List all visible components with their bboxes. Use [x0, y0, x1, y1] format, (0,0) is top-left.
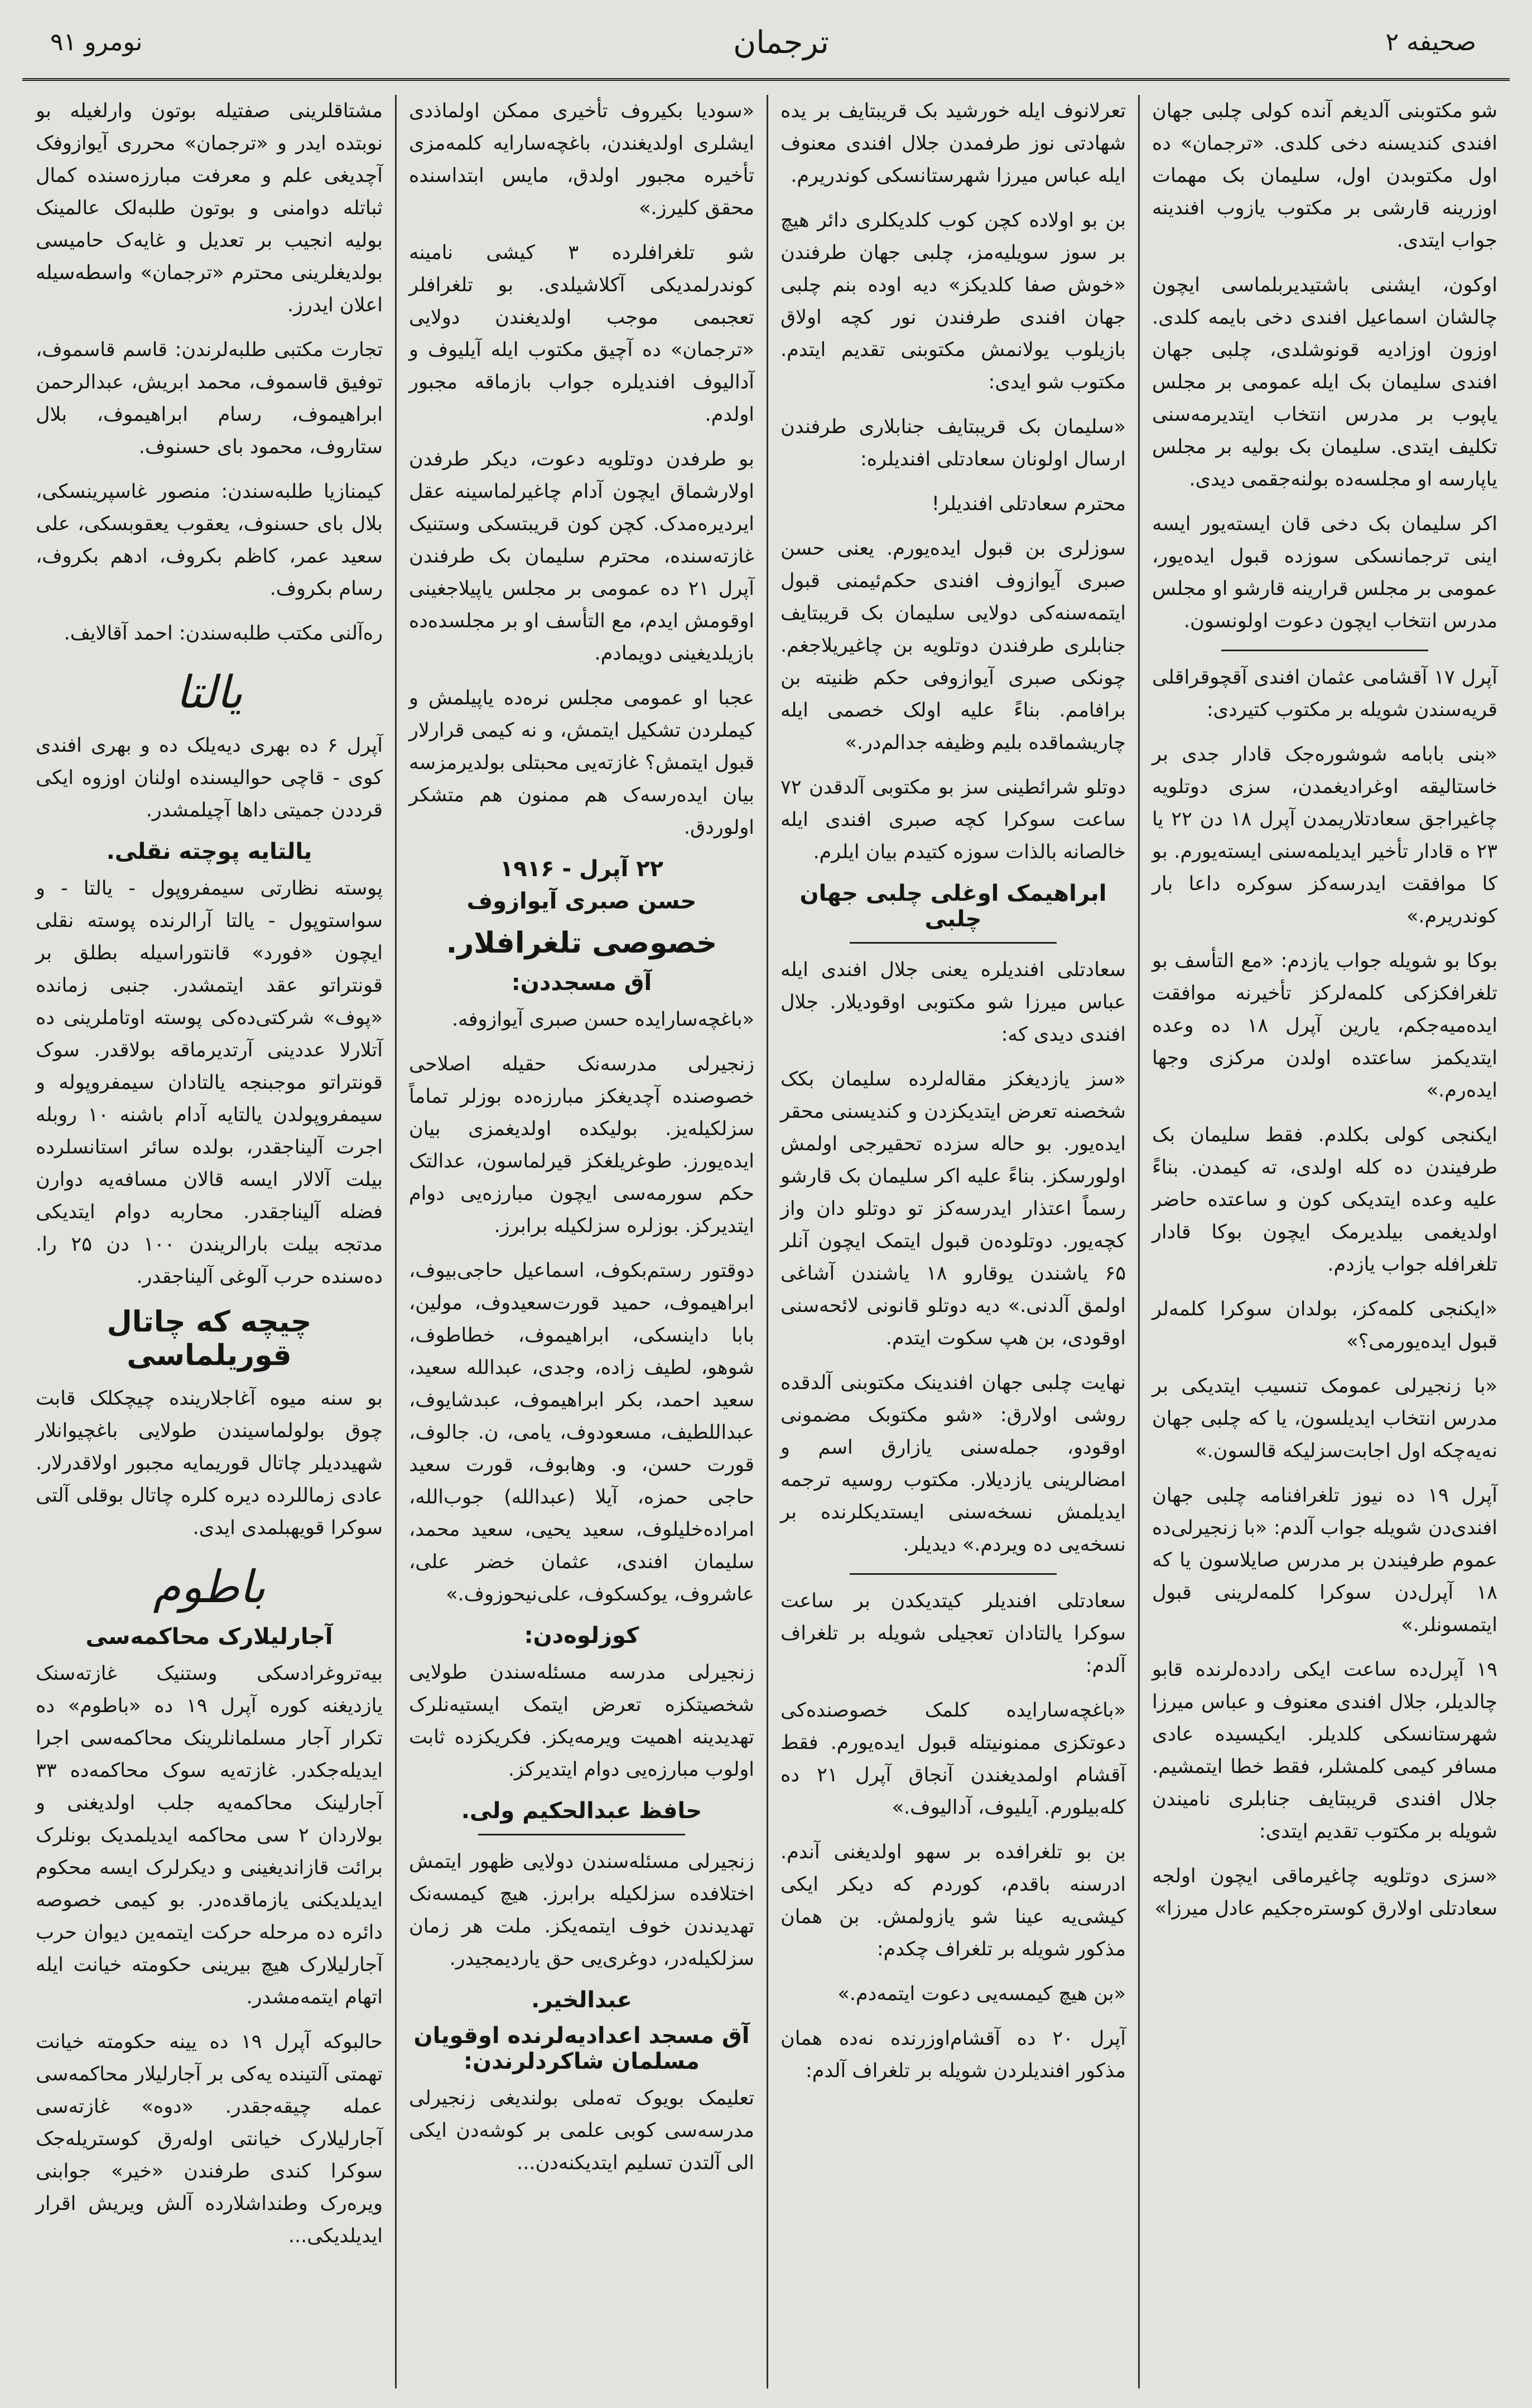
article-paragraph: اوکون، ایشنی باشتیدیربلماسی ایچون چالشان اسماعیل افندی دخی بایمه کلدی. اوزون اوزادیه قونوشلدی، چلبی جهان افندی سلیمان بک ایله عمومی بر مجلس یاپوب بر مدرس انتخاب ایتدیرمه‌سنی تکلیف ایتدی. سلیمان بک بولیه بر مجلس یاپارسه او مجلسه‌ده بولنه‌جقمی دیدی. [1152, 274, 1497, 491]
signature: ابراهیمک اوغلی چلبی جهان چلبی [799, 881, 1107, 932]
article-paragraph: محترم سعادتلی افندیلر! [931, 493, 1126, 515]
page-number: صحیفه ۲ [1385, 28, 1476, 56]
article-paragraph: سوزلری بن قبول ایده‌یورم. یعنی حسن صبری آیوازوف افندی حکم‌ئیمنی قبول ایتمه‌سنه‌کی دولایی سلیمان بک قریبتایف جنابلری طرفندن دوتلویه بن چاغیریلاجغم. چونکی صبری آیوازوفی حکم ظنیته بن برافامم. بناءً علیه اولک خصمی ایله چاریشماقده بلیم وظیفه جدالم‌در.» [781, 537, 1126, 754]
article-paragraph: زنجیرلی مسئله‌سندن دولایی ظهور ایتمش اختلافده سزلکیله برابرز. هیچ کیمسه‌نک تهدیدندن خوف ایتمه‌یکز. ملت هر زمان سزلکیله‌در، دوغری‌یی حق یاردیمجیدر. [409, 1851, 754, 1970]
article-paragraph: «سلیمان بک قریبتایف جنابلاری طرفندن ارسال اولونان سعادتلی افندیلره: [781, 416, 1126, 470]
article-paragraph: زنجیرلی مدرسه مسئله‌سندن طولایی شخصیتکزه تعرض ایتمک ایستیه‌نلرک تهدیدینه اهمیت ویرمه‌یکز. فکریکزده ثابت اولوب مبارزه‌یی دوام ایتدیرکز. [409, 1661, 754, 1781]
article-paragraph: نهایت چلبی جهان افندینک مکتوبنی آلدقده روشی اولارق: «شو مکتوبک مضمونی اوقودو، جمله‌سنی یازارق اسم و امضالرینی یازدیلار. مکتوب روسیه ترجمه ایدیلمش نسخه‌سنی ایستدیکلرنده بر نسخه‌یی ده ویردم.» دیدیلر. [781, 1372, 1126, 1556]
newspaper-title: ترجمان [733, 25, 829, 61]
article-paragraph: آپرل ۲۰ ده آقشام‌اوزرنده نه‌ده همان مذکور افندیلردن شویله بر تلغراف آلدم: [781, 2027, 1126, 2082]
column-2 [767, 95, 1138, 2388]
section-heading: چیچه که چاتال قوریلماسی [107, 1305, 312, 1372]
article-paragraph: «با زنجیرلی عمومک تنسیب ایتدیکی بر مدرس انتخاب ایدیلسون، یا که چلبی جهان نه‌یه‌چکه اول اجابت‌سزلیکه قالسون.» [1152, 1375, 1497, 1462]
article-paragraph: پوسته نظارتی سیمفروپول - یالتا - و سواستوپول - یالتا آرالرنده پوسته نقلی ایچون «فورد» قانتوراسیله بطلق بر قونتراتو عقد ایتمشدر. جنبی زمانده «پوف» شرکتی‌ده‌کی پوسته اوتاملرینی ده آتلارلا عددینی آرتدیرماقه بولاقدر. سوک قونتراتو موجبنجه یالتادان سیمفروپوله و سیمفروپولدن یالتایه آدام باشنه ۱۰ روبله اجرت آلیناجقدر، بولده سائر استانسلرده بیلت آلالار ایسه قالان مسافه‌یه دوارن فضله آلیناجقدر. محاربه دوام ایتدیکی مدتجه بیلت بارالریندن ۱۰۰ دن ۲۵ را. ده‌سنده حرب آلوغی آلیناجقدر. [36, 877, 383, 1288]
section-subheading: کوزلوه‌دن: [524, 1623, 639, 1648]
article-paragraph: آپرل ۱۷ آقشامی عثمان افندی آقچوقراقلی قریه‌سندن شویله بر مکتوب کتیردی: [1152, 666, 1497, 721]
article-paragraph: عجبا او عمومی مجلس نره‌ده یاپیلمش و کیملردن تشکیل ایتمش، و نه کیمی قرارلار قبول ایتمش؟ غازته‌یی محبتلی بولدیرمزسه بیان ایده‌رسه‌ک هم ممنون هم متشکر اولوردق. [409, 687, 754, 839]
article-paragraph: آپرل ۶ ده بهری دیه‌یلک ده و بهری افندی کوی - قاچی حوالیسنده اولنان اوزوه ایکی قرددن جمیتی داها آچیلمشدر. [36, 734, 383, 821]
city-heading: باطوم [153, 1561, 266, 1613]
article-paragraph: «بنی بابامه شوشوره‌جک قادار جدی بر خاستالیقه اوغرادیغمدن، سزی دوتلویه چاغیراجق سعادتلاریمدن آپرل ۱۸ دن ۲۲ یا ۲۳ ه قادار تأخیر ایدیلمه‌سنی ایسته‌یورم. بو کا موافقت ایدرسه‌کز سوکره داعا بار کوندریرم.» [1152, 743, 1497, 927]
article-paragraph: مشتاقلرینی صفتیله بوتون وارلغیله بو نوبتده ایدر و «ترجمان» محرری آیوازوفک آچدیغی علم و معرفت مبارزه‌سنده کمال ثباتله دوامنی و بوتون طلبه‌لک عالمینک بولیه انجیب بر تعدیل و غایه‌ک حامیسی بولدیغلرینی محترم «ترجمان» واسطه‌سیله اعلان ایدرز. [36, 100, 383, 316]
article-paragraph: اکر سلیمان بک دخی قان ایسته‌یور ایسه اینی ترجمانسکی سوزده قبول ایده‌یور، عمومی بر مجلس قرارینه قارشو او مجلس مدرس انتخاب ایچون دعوت اولونسون. [1152, 513, 1497, 632]
article-paragraph: حالبوکه آپرل ۱۹ ده یینه حکومته خیانت تهمتی آلتینده یه‌کی بر آجارلیلار محاکمه‌سی عمله چیقه‌جقدر. «دوه» غازته‌سی آجارلیلارک خیانتی اوله‌رق کوستریله‌جک سوکرا کندی طرفندن «خیر» جوابنی ویره‌رک وطنداشلارده آلش ویریش اقرار ایدیلدیکی... [36, 2031, 383, 2247]
article-paragraph: «باغچه‌سارایده کلمک خصوصنده‌کی دعوتکزی ممنونیتله قبول ایده‌یورم. فقط آقشام اولمدیغندن آنجاق آپرل ۲۱ ده کله‌بیلورم. آیلیوف، آدالیوف.» [781, 1699, 1126, 1819]
article-paragraph: بو سنه میوه آغاجلارینده چیچکلک قابت چوق بولولماسیندن طولایی باغچیوانلار شهیددیلر چاتال قوریمایه مجبور اولاقدرلار. عادی زماللرده دیره کلره چاتال بوقلی آلتی سوکرا قویهبلمدی ایدی. [36, 1387, 383, 1539]
article-paragraph: دوتلو شرائطینی سز بو مکتوبی آلدقدن ۷۲ ساعت سوکرا کچه صبری افندی ایله خالصانه بالذات سوزه کتیدم بیان ایلرم. [781, 776, 1126, 863]
article-paragraph: بیه‌تروغرادسکی وستنیک غازته‌سنک یازدیغنه کوره آپرل ۱۹ ده «باطوم» ده تکرار آجار مسلمانلرینک محاکمه‌سی اجرا ایدیله‌جکدر. غازته‌یه سوک محاکمه‌ده ۳۳ آجارلینک محاکمه‌یه جلب اولدیغنی و بولاردان ۲ سی محاکمه ایدیلمدیک بونلرک برائت قازاندیغینی و دیکرلرک ایسه محکوم ایدیلدیکنی یازماقده‌در. بو کیمی خصوصه دائره ده مرحله حرکت ایتمه‌ین دیوان حرب آجارلیلارک هیچ بیرینی حکومته خیانت ایله اتهام ایتمه‌مشدر. [36, 1662, 383, 2008]
article-paragraph: تعرلانوف ایله خورشید بک قریبتایف بر یده شهادتی نوز طرفمدن جلال افندی معنوف ایله عباس میرزا شهرستانسکی کوندریرم. [781, 100, 1126, 187]
article-paragraph: شو تلغرافلرده ۳ کیشی نامینه کوندرلمدیکی آکلاشیلدی. بو تلغرافلر تعجبمی موجب اولدیغندن دولایی «ترجمان» ده آچیق مکتوب ایله آیلیوف و آدالیوف افندیلره جواب بازماقه مجبور اولدم. [409, 242, 754, 426]
section-subheading: آق مسجددن: [511, 970, 652, 996]
section-divider [1221, 650, 1428, 651]
article-date: ۲۲ آپرل - ۱۹۱۶ [499, 856, 664, 882]
section-divider [850, 942, 1057, 944]
article-paragraph: تجارت مکتبی طلبه‌لرندن: قاسم قاسموف، توفیق قاسموف، محمد ابریش، عبدالرحمن ابراهیموف، رسام ابراهیموف، بلال ستاروف، محمود بای حسنوف. [36, 339, 383, 458]
article-paragraph: «باغچه‌سارایده حسن صبری آیوازوفه. [451, 1008, 754, 1031]
article-paragraph: سعادتلی افندیلر کیتدیکدن بر ساعت سوکرا یالتادان تعجیلی شویله بر تلغراف آلدم: [781, 1590, 1126, 1677]
issue-number: نومرو ۹۱ [50, 28, 143, 56]
article-paragraph: «سودیا بکیروف تأخیری ممکن اولماذدی ایشلری اولدیغندن، باغچه‌سارایه کلمه‌مزی تأخیره مجبور اولدق، مایس ابتداسنده محقق کلیرز.» [409, 100, 754, 219]
signature: حسن صبری آیوازوف [466, 888, 697, 914]
article-paragraph: تعلیمک بویوک ته‌ملی بولندیغی زنجیرلی مدرسه‌سی کوبی علمی بر کوشه‌دن ایکی الی آلتدن تسلیم ایتدیکنه‌دن... [409, 2087, 754, 2174]
section-subheading: آجارلیلارک محاکمه‌سی [85, 1624, 333, 1650]
article-paragraph: زنجیرلی مدرسه‌نک حقیله اصلاحی خصوصنده آچدیغکز مبارزه‌ده بوزلر تماماً سزلکیله‌یز. بولیکده اولدیغمزی بیان ایده‌یورز. طوغریلغکز قیرلماسون، عدالتک حکم سورمه‌سی ایچون مبارزه‌یی دوام ایتدیرکز. بوزلره سزلکیله برابرز. [409, 1053, 754, 1237]
article-paragraph: ۱۹ آپرل‌ده ساعت ایکی رادده‌لرنده قابو چالدیلر، جلال افندی معنوف و عباس میرزا شهرستانسکی کلدیلر. ایکیسیده عادی مسافر کیمی کلمشلر، فقط خطا ایتمشیم. جلال افندی قریبتایف جنابلری نامیندن شویله بر مکتوب تقدیم ایتدی: [1152, 1659, 1497, 1843]
signature: عبدالخیر. [531, 1987, 632, 2013]
section-subheading: یالتایه پوچته نقلی. [106, 839, 312, 864]
article-paragraph: بو طرفدن دوتلویه دعوت، دیکر طرفدن اولارشماق ایچون آدام چاغیرلماسینه عقل ایردیره‌مدک. کچن کون قریبتسکی وستنیک غازته‌سنده، محترم سلیمان بک طرفندن آپرل ۲۱ ده عمومی بر مجلس یاپیلاجغینی اوقومش ایدم، مع التأسف او بر مجلسده‌ده بازیلدیغینی دویمادم. [409, 448, 754, 665]
article-paragraph: شو مکتوبنی آلدیغم آنده کولی چلبی جهان افندی کندیسنه دخی کلدی. «ترجمان» ده اول مکتوبدن اول، سلیمان بک مهمات اوزرینه قارشی بر مکتوب یازوب افندینه جواب ایتدی. [1152, 100, 1497, 252]
signature: حافظ عبدالحکیم ولی. [461, 1798, 702, 1824]
city-heading: یالتا [176, 666, 243, 718]
article-paragraph: دوقتور رستم‌بکوف، اسماعیل حاجی‌بیوف، ابراهیموف، حمید قورت‌سعیدوف، مولین، بابا داینسکی، ابراهیموف، خطاطوف، شوهو، لطیف زاده، وجدی، عبدالله سعید، سعید احمد، بکر ابراهیموف، عبدشایوف، عبداللطیف، مسعودوف، یامی، ن. جالوف، قورت حسن، و. وهابوف، قورت سعید حاجی حمزه، آیلا (عبدالله) جوب‌الله، امراده‌خلیلوف، سعید یحیی، سعید محمد، سلیمان افندی، عثمان خضر علی، عاشروف، یوکسکوف، علی‌نیحوزوف.» [409, 1260, 754, 1606]
column-3 [395, 95, 767, 2388]
article-paragraph: «بن هیچ کیمسه‌یی دعوت ایتمه‌دم.» [837, 1983, 1126, 2005]
column-1 [1138, 95, 1510, 2388]
article-paragraph: سعادتلی افندیلره یعنی جلال افندی ایله عباس میرزا شو مکتوبی اوقودیلار. جلال افندی دیدی که: [781, 959, 1126, 1046]
article-paragraph: کیمنازیا طلبه‌سندن: منصور غاسپرینسکی، بلال بای حسنوف، یعقوب یعقوبسکی، علی سعید عمر، کاظم بکروف، ادهم بکروف، رسام بکروف. [36, 480, 383, 600]
section-heading: خصوصی تلغرافلار. [446, 926, 717, 960]
article-paragraph: بن بو اولاده کچن کوب کلدیکلری دائر هیچ بر سوز سویلیه‌مز، چلبی جهان طرفندن «خوش صفا کلدیکز» دیه اوده بنم چلبی جهان افندی طرفندن نور کچه اولاق بازیلوب یولانمش مکتوبنی تقدیم ایتدم. مکتوب شو ایدی: [781, 209, 1126, 393]
article-paragraph: «سزی دوتلویه چاغیرماقی ایچون اولجه سعادتلی اولارق کوستره‌جکیم عادل میرزا» [1152, 1865, 1497, 1920]
article-paragraph: آپرل ۱۹ ده نیوز تلغرافنامه چلبی جهان افندی‌دن شویله جواب آلدم: «با زنجیرلی‌ده عموم طرفیندن بر مدرس صایلاسون یا که ۱۸ آپرل‌دن سوکرا کلمه‌لرینی قبول ایتمسونلر.» [1152, 1484, 1497, 1636]
article-paragraph: «سز یازدیغکز مقاله‌لرده سلیمان بکک شخصنه تعرض ایتدیکزدن و کندیسنی محقر ایده‌یور. بو حاله سزده تحقیرجی اولمش اولورسکز. بناءً علیه اکر سلیمان بک قارشو رسماً اعتذار ایدرسه‌کز تو دوتلو دان واز کچه‌یور. دوتلوده‌ن قبول ایتمک ایچون آنلر ۶۵ یاشندن یوقارو ۱۸ یاشندن آشاغی اولمق آلدنی.» دیه دوتلو قانونی لائحه‌سنی اوقودی، بن هپ سکوت ایتدم. [781, 1068, 1126, 1349]
article-paragraph: «ایکنجی کلمه‌کز، بولدان سوکرا کلمه‌لر قبول ایده‌یورمی؟» [1152, 1298, 1497, 1353]
article-columns [22, 95, 1510, 2388]
article-paragraph: بوکا بو شویله جواب یازدم: «مع التأسف بو تلغرافکزکی کلمه‌لرکز تأخیرنه موافقت ایده‌میه‌جکم، یارین آپرل ۱۸ ده وعده ایتدیکمز ساعتده اولدن مرکزی وجها ایده‌رم.» [1152, 950, 1498, 1102]
section-divider [850, 1573, 1057, 1575]
section-subheading: آق مسجد اعدادیه‌لرنده اوقویان مسلمان شاکردلرندن: [413, 2023, 750, 2074]
article-paragraph: ایکنجی کولی بکلدم. فقط سلیمان بک طرفیندن ده کله اولدی، ته کیمدن. بناءً علیه وعده ایتدیکی کون و ساعتده حاضر اولدیغمی بیلدیرمک ایچون بوکا قادار تلغرافله جواب یازدم. [1152, 1124, 1497, 1276]
article-paragraph: بن بو تلغرافده بر سهو اولدیغنی آندم. ادرسنه باقدم، کوردم که دیکر ایکی کیشی‌یه عینا شو یازولمش. بن همان مذکور شویله بر تلغراف چکدم: [781, 1841, 1126, 1960]
article-paragraph: ره‌آلنی مکتب طلبه‌سندن: احمد آقالایف. [64, 622, 383, 645]
column-4 [23, 95, 395, 2388]
section-divider [478, 1834, 685, 1835]
masthead [22, 17, 1510, 81]
